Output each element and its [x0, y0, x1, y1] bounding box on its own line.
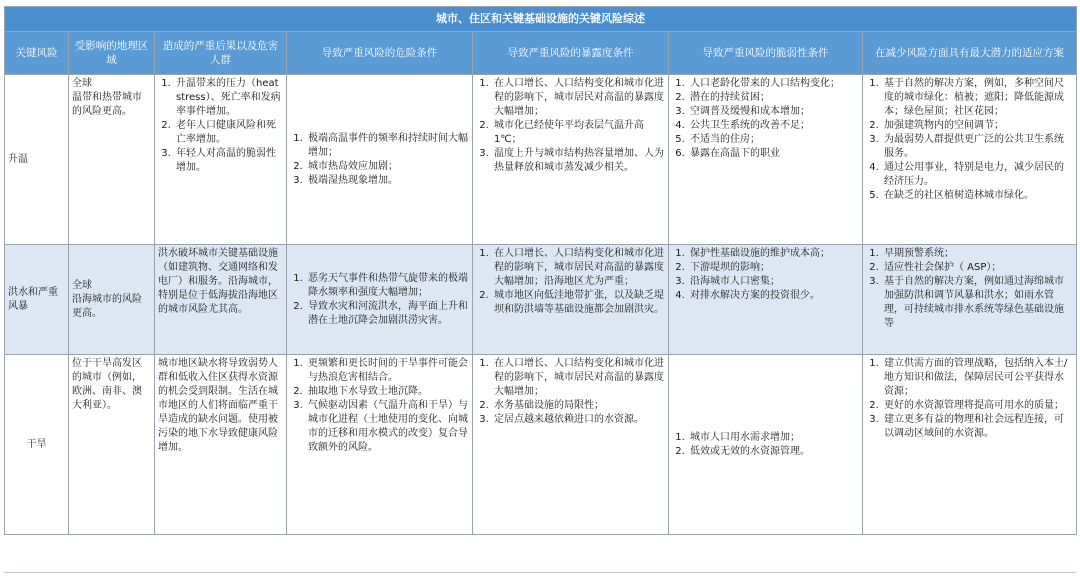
key-risk-table	[4, 6, 1077, 535]
list-item: 3. 沿海城市人口密集；	[688, 275, 859, 289]
list-item: 1. 在人口增长、人口结构变化和城市化进程的影响下，城市居民对高温的暴露度大幅增加；	[492, 77, 665, 119]
vulnerability-cell	[669, 75, 863, 245]
header-consequences: 造成的严重后果以及危害人群	[155, 32, 287, 75]
consequences-cell: 城市地区缺水将导致弱势人群和低收入住区获得水资源的机会受到限制。生活在城市地区的人们将面临严重干旱造成的缺水问题。使用被污染的地下水导致健康风险增加。	[155, 355, 287, 535]
list-item: 1. 建立供需方面的管理战略，包括纳入本土/地方知识和做法，保障居民可公平获得水资源；	[882, 357, 1073, 399]
header-vulnerability: 导致严重风险的脆弱性条件	[669, 32, 863, 75]
header-hazard: 导致严重风险的危险条件	[287, 32, 473, 75]
list-item: 1. 基于自然的解决方案，例如，多种空间尺度的城市绿化：植被；遮阳；降低能源成本；绿色屋顶；社区花园；	[882, 77, 1073, 119]
list-item: 2. 潜在的持续贫困；	[688, 91, 859, 105]
table-header-row	[5, 32, 1077, 75]
list-item: 3. 年轻人对高温的脆弱性增加。	[174, 147, 283, 175]
bottom-divider	[4, 572, 1076, 573]
list-item: 5. 在缺乏的社区植树造林城市绿化。	[882, 189, 1073, 203]
hazard-cell	[287, 245, 473, 355]
list-item: 3. 基于自然的解决方案，例如通过海绵城市加强防洪和调节风暴和洪水；如雨水管理，可持续城市排水系统等绿色基础设施等	[882, 275, 1073, 331]
exposure-cell	[473, 355, 669, 535]
list-item: 2. 低效或无效的水资源管理。	[688, 445, 859, 459]
consequences-cell: 洪水破坏城市关键基础设施（如建筑物、交通网络和发电厂）和服务。沿海城市，特别是位于低海拔沿海地区的城市风险尤其高。	[155, 245, 287, 355]
list-item: 4. 公共卫生系统的改善不足；	[688, 119, 859, 133]
vulnerability-cell	[669, 355, 863, 535]
list-item: 3. 温度上升与城市结构热容量增加、人为热量释放和城市蒸发减少相关。	[492, 147, 665, 175]
list-item: 1. 在人口增长、人口结构变化和城市化进程的影响下，城市居民对高温的暴露度大幅增加；沿海地区尤为严重；	[492, 247, 665, 289]
table-row-drought	[5, 355, 1077, 535]
list-item: 1. 恶劣天气事件和热带气旋带来的极端降水频率和强度大幅增加；	[306, 272, 469, 300]
list-item: 2. 城市化已经使年平均表层气温升高1℃；	[492, 119, 665, 147]
list-item: 1. 早期预警系统；	[882, 247, 1073, 261]
header-adaptation: 在减少风险方面具有最大潜力的适应方案	[863, 32, 1077, 75]
regions-cell: 全球 沿海城市的风险更高。	[69, 245, 155, 355]
hazard-cell	[287, 75, 473, 245]
list-item: 2. 城市热岛效应加剧；	[306, 160, 469, 174]
adaptation-cell	[863, 355, 1077, 535]
table-row-flood	[5, 245, 1077, 355]
list-item: 2. 加强建筑物内的空间调节；	[882, 119, 1073, 133]
list-item: 1. 升温带来的压力（heat stress）、死亡率和发病率事件增加。	[174, 77, 283, 119]
list-item: 2. 下游堤坝的影响；	[688, 261, 859, 275]
table-row-warming	[5, 75, 1077, 245]
header-exposure: 导致严重风险的暴露度条件	[473, 32, 669, 75]
risk-cell: 洪水和严重风暴	[5, 245, 69, 355]
list-item: 2. 适应性社会保护（ ASP）；	[882, 261, 1073, 275]
regions-cell: 全球 温带和热带城市的风险更高。	[69, 75, 155, 245]
list-item: 1. 城市人口用水需求增加；	[688, 431, 859, 445]
list-item: 1. 保护性基础设施的维护成本高；	[688, 247, 859, 261]
list-item: 3. 气候驱动因素（气温升高和干旱）与城市化进程（土地使用的变化、向城市的迁移和用水模式的改变）复合导致额外的风险。	[306, 399, 469, 455]
header-regions: 受影响的地理区域	[69, 32, 155, 75]
list-item: 2. 城市地区向低洼地带扩张，以及缺乏堤坝和防洪墙等基础设施都会加剧洪灾。	[492, 289, 665, 317]
risk-cell: 升温	[5, 75, 69, 245]
table-title: 城市、住区和关键基础设施的关键风险综述	[5, 7, 1077, 32]
list-item: 3. 建立更多有益的物理和社会远程连接，可以调动区域间的水资源。	[882, 413, 1073, 441]
hazard-cell	[287, 355, 473, 535]
risk-table-wrapper	[4, 6, 1076, 535]
list-item: 2. 抽取地下水导致土地沉降。	[306, 385, 469, 399]
list-item: 1. 极端高温事件的频率和持续时间大幅增加；	[306, 132, 469, 160]
list-item: 3. 定居点越来越依赖进口的水资源。	[492, 413, 665, 427]
list-item: 4. 对排水解决方案的投资很少。	[688, 289, 859, 303]
list-item: 4. 通过公用事业，特别是电力，减少居民的经济压力。	[882, 161, 1073, 189]
risk-cell: 干旱	[5, 355, 69, 535]
header-key-risk: 关键风险	[5, 32, 69, 75]
list-item: 2. 导致水灾和河流洪水，海平面上升和潜在土地沉降会加剧洪涝灾害。	[306, 300, 469, 328]
list-item: 3. 空调普及缓慢和成本增加；	[688, 105, 859, 119]
adaptation-cell	[863, 245, 1077, 355]
list-item: 3. 极端湿热现象增加。	[306, 174, 469, 188]
table-title-row	[5, 7, 1077, 32]
adaptation-cell	[863, 75, 1077, 245]
exposure-cell	[473, 75, 669, 245]
vulnerability-cell	[669, 245, 863, 355]
list-item: 2. 老年人口健康风险和死亡率增加。	[174, 119, 283, 147]
list-item: 1. 人口老龄化带来的人口结构变化；	[688, 77, 859, 91]
list-item: 1. 更频繁和更长时间的干旱事件可能会与热浪危害相结合。	[306, 357, 469, 385]
list-item: 5. 不适当的住房；	[688, 133, 859, 147]
list-item: 2. 水务基础设施的局限性；	[492, 399, 665, 413]
list-item: 3. 为最弱势人群提供更广泛的公共卫生系统服务。	[882, 133, 1073, 161]
list-item: 2. 更好的水资源管理将提高可用水的质量；	[882, 399, 1073, 413]
list-item: 6. 暴露在高温下的职业	[688, 147, 859, 161]
exposure-cell	[473, 245, 669, 355]
regions-cell: 位于干旱高发区的城市（例如，欧洲、南非、澳大利亚）。	[69, 355, 155, 535]
consequences-cell	[155, 75, 287, 245]
list-item: 1. 在人口增长、人口结构变化和城市化进程的影响下，城市居民对高温的暴露度大幅增加；	[492, 357, 665, 399]
